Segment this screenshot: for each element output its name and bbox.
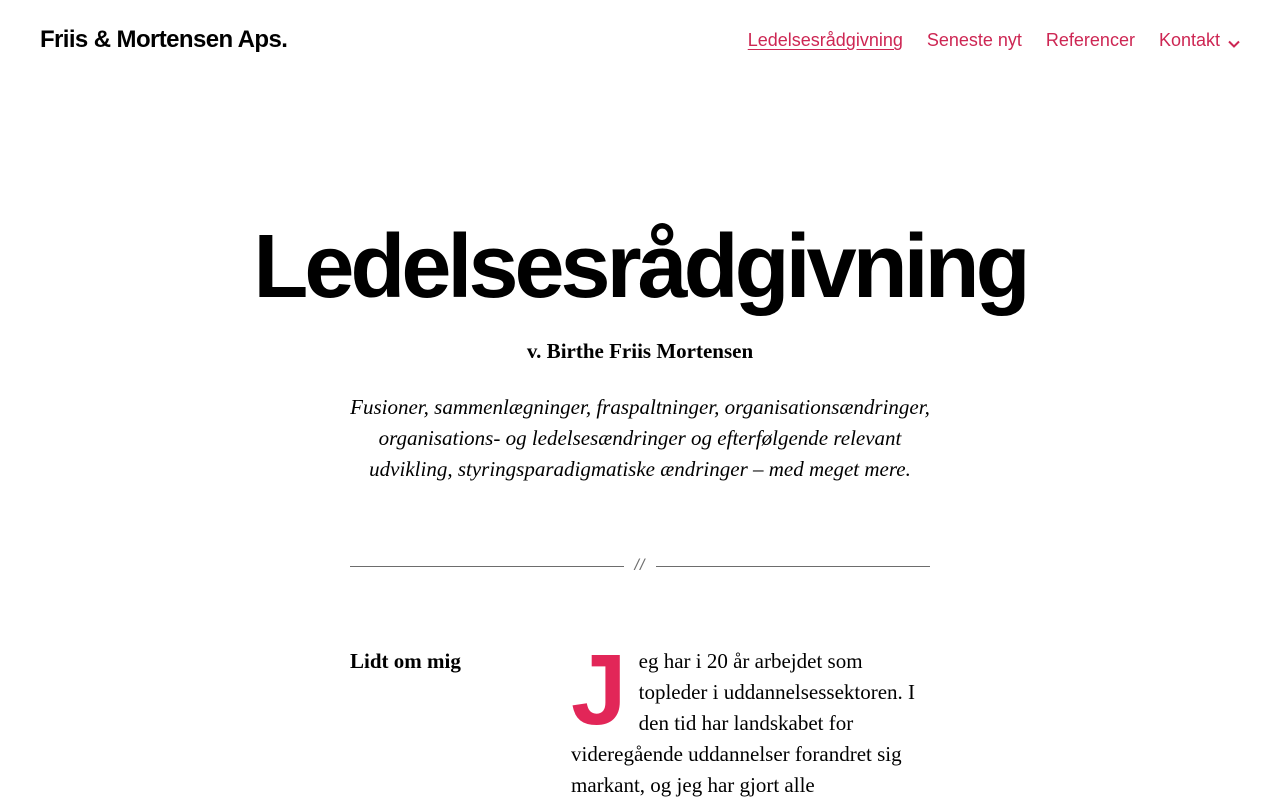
- section-separator: [350, 556, 930, 576]
- site-header: [0, 0, 1280, 80]
- about-body: [571, 634, 923, 801]
- byline: v. Birthe Friis Mortensen: [526, 339, 754, 363]
- separator-mark: //: [634, 557, 646, 574]
- chevron-down-icon[interactable]: [1226, 32, 1242, 48]
- nav-item-seneste-nyt[interactable]: Seneste nyt: [926, 30, 1022, 50]
- separator-line-right: [656, 566, 930, 567]
- about-text: eg har i 20 år arbejdet som topleder i uddannelsessektoren. I den tid har landskabet for videregående uddannelser forandret sig markant, og jeg har gjort alle: [571, 649, 916, 797]
- drop-cap: J: [571, 634, 627, 746]
- nav-item-referencer[interactable]: Referencer: [1045, 30, 1135, 50]
- primary-nav: [724, 26, 1242, 54]
- intro-text: Fusioner, sammenlægninger, fraspaltninger, organisationsændringer, organisations- og ledelsesændringer og efterfølgende relevant udvikling, styringsparadigmatiske ændringer – med meget mere.: [350, 395, 930, 481]
- nav-item-kontakt-label: Kontakt: [1158, 30, 1220, 50]
- nav-item-kontakt[interactable]: [1159, 26, 1242, 54]
- nav-item-ledelsesraadgivning[interactable]: Ledelsesrådgivning: [747, 30, 903, 50]
- separator-line-left: [350, 566, 624, 567]
- about-heading: Lidt om mig: [350, 649, 461, 673]
- site-title-link[interactable]: Friis & Mortensen Aps.: [40, 26, 288, 53]
- page-title: Ledelsesrådgivning: [253, 217, 1027, 318]
